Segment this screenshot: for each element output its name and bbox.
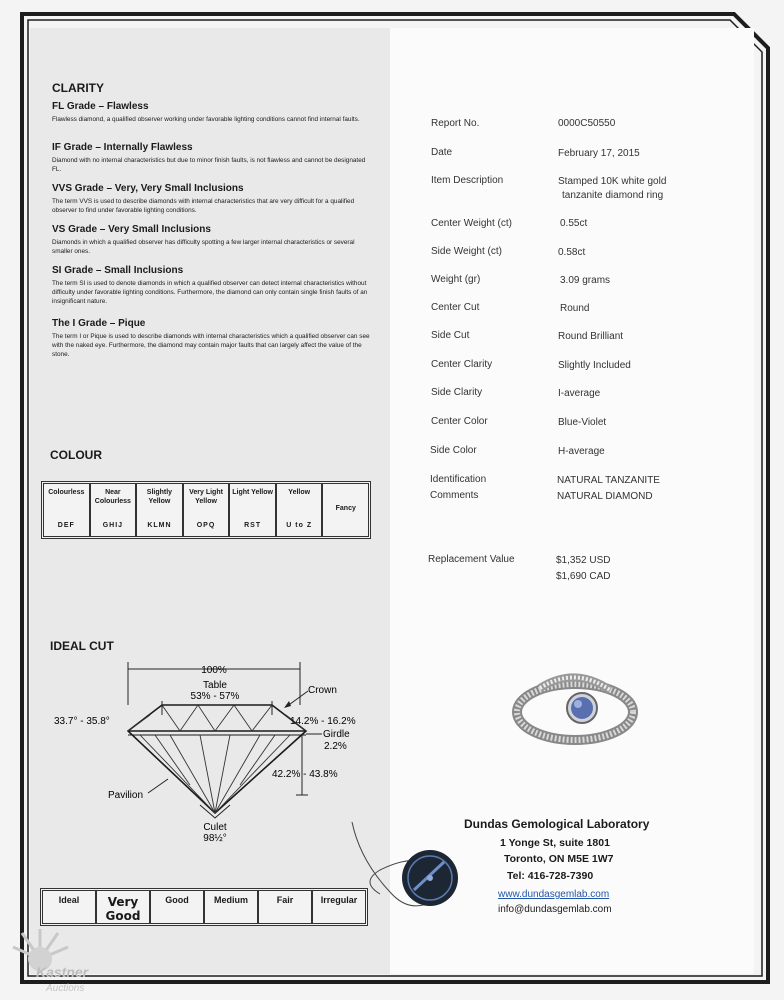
report-value: 0.55ct: [560, 218, 588, 229]
report-label: Side Weight (ct): [431, 246, 502, 257]
colour-name: Colourless: [48, 489, 85, 496]
cut-grade-table: [40, 888, 368, 926]
report-value-line2: NATURAL DIAMOND: [557, 491, 653, 502]
clarity-grade-vvs: [52, 183, 372, 215]
clarity-grade-vs: [52, 224, 372, 256]
report-value-line2: tanzanite diamond ring: [562, 190, 664, 201]
colour-name: Yellow: [288, 489, 311, 496]
cut-grade-cell: Good: [151, 891, 205, 923]
report-label: Report No.: [431, 118, 480, 129]
width-label: 100%: [201, 665, 227, 676]
grade-text: The term I or Pique is used to describe diamonds with internal characteristics which a qualified observer can see with the naked eye. Furthermore, the diamond may contain major faults that can largely affect the value of the stone.: [52, 333, 370, 358]
grade-heading: VVS Grade – Very, Very Small Inclusions: [52, 183, 244, 194]
colour-column: [277, 484, 324, 536]
colour-column: [230, 484, 277, 536]
lab-address-line1: 1 Yonge St, suite 1801: [500, 837, 610, 849]
report-value: H-average: [558, 446, 605, 457]
lab-email[interactable]: info@dundasgemlab.com: [498, 904, 612, 915]
colour-name: Fancy: [335, 505, 356, 512]
watermark-sub: Auctions: [46, 983, 85, 994]
report-value: Stamped 10K white gold: [558, 176, 667, 187]
pavilion-depth-value: 42.2% - 43.8%: [272, 769, 338, 780]
diamond-proportions-diagram: [40, 655, 380, 845]
girdle-value: 2.2%: [324, 741, 347, 752]
report-label: Center Clarity: [431, 359, 493, 370]
colour-column: [44, 484, 91, 536]
report-label: Item Description: [431, 175, 504, 186]
colour-name: Near Colourless: [94, 489, 131, 505]
report-label: Side Color: [430, 445, 477, 456]
girdle-label: Girdle: [323, 729, 350, 740]
report-value: Blue-Violet: [558, 417, 607, 428]
cut-grade-cell: Irregular: [320, 895, 358, 905]
clarity-grade-si: [52, 265, 372, 306]
cut-grade-cell: Ideal: [43, 891, 97, 923]
culet-label: Culet: [203, 822, 227, 833]
crown-label: Crown: [308, 685, 337, 696]
crown-angle-value: 33.7° - 35.8°: [54, 716, 110, 727]
lab-seal-and-signature: [340, 820, 470, 920]
report-value: Slightly Included: [558, 360, 631, 371]
report-value: Round: [560, 303, 590, 314]
lab-name: Dundas Gemological Laboratory: [464, 817, 650, 831]
grade-text: Flawless diamond, a qualified observer working under favorable lighting conditions cannot find internal faults.: [52, 116, 360, 123]
grade-heading: SI Grade – Small Inclusions: [52, 265, 184, 276]
report-label: Side Cut: [431, 330, 470, 341]
watermark-name: Kastner: [36, 964, 89, 980]
report-value: NATURAL TANZANITE: [557, 475, 660, 486]
grade-text: Diamond with no internal characteristics but due to minor finish faults, is not flawless and cannot be designated FL.: [52, 157, 366, 173]
cut-grade-cell: Medium: [205, 891, 259, 923]
cut-grade-cell-selected: [97, 891, 151, 923]
clarity-grade-fl: [52, 101, 372, 124]
clarity-grade-if: [52, 142, 372, 174]
report-value: Round Brilliant: [558, 331, 624, 342]
grade-text: The term SI is used to denote diamonds in which a qualified observer can detect internal characteristics without difficulty under favorable lighting conditions. Furthermore, the diamond can only contain single finish faults of an insignificant nature.: [52, 280, 368, 305]
table-label: Table: [203, 680, 227, 691]
lab-website-link[interactable]: www.dundasgemlab.com: [498, 889, 610, 900]
report-label-line2: Comments: [430, 490, 479, 501]
colour-column: [184, 484, 231, 536]
colour-grades: OPQ: [196, 522, 216, 529]
report-value: 0000C50550: [558, 118, 616, 129]
colour-grades: RST: [244, 522, 262, 529]
crown-height-value: 14.2% - 16.2%: [290, 716, 356, 727]
clarity-title: CLARITY: [52, 81, 104, 95]
grade-heading: FL Grade – Flawless: [52, 101, 149, 112]
lab-address-line2: Toronto, ON M5E 1W7: [504, 853, 614, 865]
ideal-cut-title: IDEAL CUT: [50, 639, 114, 653]
colour-name: Very Light Yellow: [189, 489, 223, 505]
grade-heading: IF Grade – Internally Flawless: [52, 142, 193, 153]
colour-scale-table: [41, 481, 371, 539]
report-value: $1,352 USD: [556, 555, 611, 566]
report-label: Date: [431, 147, 453, 158]
cut-grade-cell: Fair: [259, 891, 313, 923]
report-value: 0.58ct: [558, 247, 586, 258]
grade-text: The term VVS is used to describe diamonds with internal characteristics that are very difficult for a qualified observer to find under favorable lighting conditions.: [52, 198, 355, 214]
report-value: February 17, 2015: [558, 148, 640, 159]
colour-column: [137, 484, 184, 536]
report-label: Weight (gr): [431, 274, 481, 285]
colour-column: [323, 484, 368, 536]
colour-title: COLOUR: [50, 448, 102, 462]
colour-column: [91, 484, 138, 536]
colour-grades: KLMN: [147, 522, 172, 529]
report-value-line2: $1,690 CAD: [556, 571, 611, 582]
culet-value: 98½°: [203, 833, 227, 844]
grade-text: Diamonds in which a qualified observer has difficulty spotting a few larger internal characteristics or several smaller ones.: [52, 239, 355, 255]
report-label: Replacement Value: [428, 554, 515, 565]
pavilion-label: Pavilion: [108, 790, 144, 801]
grade-heading: VS Grade – Very Small Inclusions: [52, 224, 211, 235]
colour-name: Slightly Yellow: [146, 489, 173, 505]
grade-heading: The I Grade – Pique: [52, 318, 146, 329]
report-value: 3.09 grams: [560, 275, 611, 286]
report-label: Side Clarity: [431, 387, 483, 398]
ring-photo: [510, 666, 640, 756]
colour-grades: GHIJ: [102, 522, 124, 529]
colour-grades: DEF: [57, 522, 75, 529]
report-label: Center Color: [431, 416, 488, 427]
report-value: I-average: [558, 388, 601, 399]
auction-watermark-logo: [10, 925, 100, 995]
clarity-grade-i: [52, 318, 372, 359]
colour-grades: U to Z: [286, 522, 313, 529]
table-value: 53% - 57%: [190, 691, 240, 702]
report-label: Identification: [430, 474, 487, 485]
report-label: Center Cut: [431, 302, 480, 313]
cut-grade-label: Very Good: [105, 895, 141, 923]
colour-name: Light Yellow: [232, 489, 273, 496]
report-label: Center Weight (ct): [431, 218, 512, 229]
lab-phone: Tel: 416-728-7390: [507, 870, 594, 882]
